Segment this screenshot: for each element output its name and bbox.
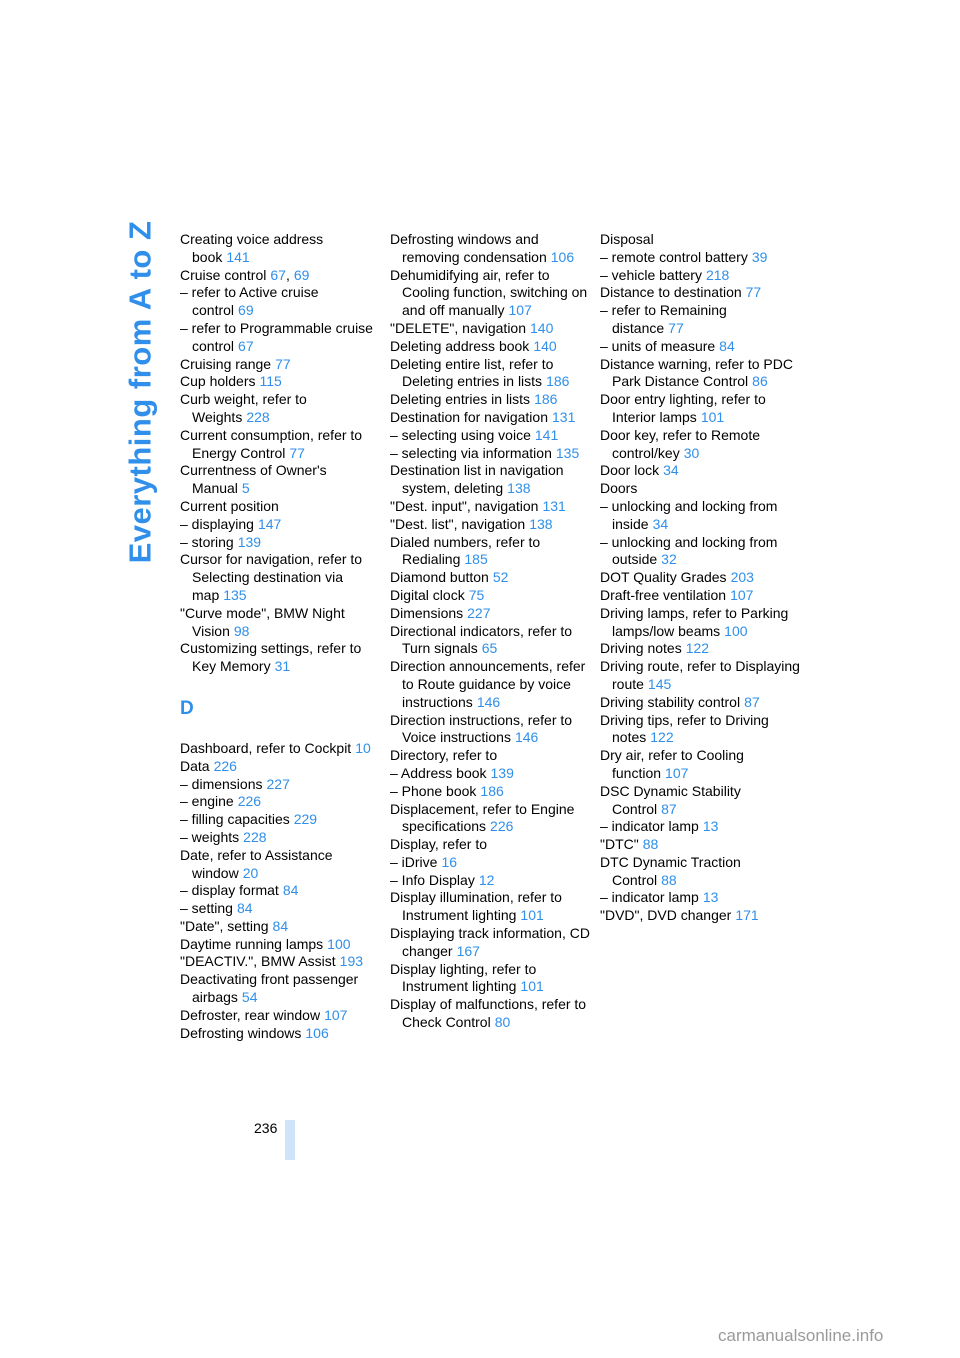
watermark: carmanualsonline.info	[718, 1326, 884, 1345]
index-entry	[600, 694, 800, 712]
index-entry-text: Driving route, refer to Displaying route	[600, 658, 800, 692]
page-reference-link[interactable]: 226	[490, 818, 514, 835]
page-reference-link[interactable]: 100	[724, 622, 748, 639]
index-entry	[390, 231, 590, 267]
page-reference-link[interactable]: 20	[242, 864, 259, 881]
index-entry	[390, 836, 590, 854]
index-entry-text: "DVD", DVD changer	[600, 907, 732, 924]
index-entry-text: – Info Display	[390, 871, 475, 888]
page-reference-link[interactable]: 218	[705, 266, 730, 283]
index-entry	[180, 847, 380, 883]
index-entry-text: – unlocking and locking from inside	[600, 497, 778, 532]
page-reference-link[interactable]: 67	[238, 337, 254, 354]
page-reference-link[interactable]: 52	[492, 569, 509, 586]
index-entry	[390, 747, 590, 765]
page-reference-link[interactable]: 106	[305, 1024, 329, 1041]
page-reference-link[interactable]: 140	[530, 319, 554, 336]
index-entry-text: – unlocking and locking from outside	[600, 533, 778, 568]
index-entry	[390, 889, 590, 925]
index-entry-text: Dehumidifying air, refer to Cooling function, switching on and off manually	[390, 266, 588, 319]
index-entry	[600, 605, 800, 641]
index-entry	[390, 765, 590, 783]
page-reference-link[interactable]: 203	[730, 569, 754, 586]
index-entry-text: Cruising range	[180, 355, 272, 372]
index-entry	[600, 836, 800, 854]
index-entry	[180, 776, 380, 794]
index-entry	[180, 811, 380, 829]
page-reference-link[interactable]: 34	[652, 515, 669, 532]
index-entry	[390, 783, 590, 801]
page-reference-link[interactable]: 131	[542, 497, 566, 514]
index-column-1	[180, 231, 380, 1042]
index-entry-text: DOT Quality Grades	[600, 569, 727, 586]
page-number: 236	[254, 1120, 278, 1136]
index-entry-text: Dry air, refer to Cooling function	[600, 747, 744, 781]
page-reference-link[interactable]: 34	[663, 462, 679, 479]
index-entry	[390, 658, 590, 711]
index-entry-text: Deleting entries in lists	[390, 391, 531, 408]
page-reference-link[interactable]: 141	[226, 248, 250, 265]
index-entry-text: Direction announcements, refer to Route guidance by voice instructions	[390, 658, 586, 710]
index-entry	[390, 587, 590, 605]
page-reference-link[interactable]: 135	[555, 444, 580, 461]
index-entry-text: "DELETE", navigation	[390, 319, 527, 336]
index-entry	[390, 712, 590, 748]
index-entry-text: Disposal	[600, 231, 654, 247]
page-reference-link[interactable]: 171	[735, 907, 759, 924]
index-entry	[600, 480, 800, 498]
index-entry	[600, 338, 800, 356]
page-reference-link[interactable]: 186	[546, 373, 570, 390]
page-reference-link[interactable]: 107	[730, 586, 754, 603]
index-entry	[180, 605, 380, 641]
index-entry	[180, 320, 380, 356]
page-reference-link[interactable]: 122	[650, 729, 674, 746]
page-reference-link[interactable]: 167	[456, 942, 480, 959]
page-reference-link[interactable]: 13	[702, 889, 719, 906]
index-entry	[600, 712, 800, 748]
page-reference-link[interactable]: 115	[259, 373, 282, 390]
page-reference-link[interactable]: 185	[464, 551, 488, 568]
index-entry	[180, 829, 380, 847]
index-entry	[180, 534, 380, 552]
page-reference-link[interactable]: 227	[266, 775, 290, 792]
page-reference-link[interactable]: 193	[339, 953, 364, 970]
index-entry-text: Door entry lighting, refer to Interior lamps	[600, 391, 766, 425]
index-entry-text: – weights	[180, 828, 240, 845]
index-entry	[180, 740, 380, 758]
index-entry-text: Directory, refer to	[390, 747, 498, 764]
page-reference-link[interactable]: 13	[702, 818, 719, 835]
index-entry-text: Defroster, rear window	[180, 1006, 321, 1023]
index-entry	[600, 587, 800, 605]
index-entry	[180, 918, 380, 936]
index-entry-text: – units of measure	[600, 337, 716, 354]
index-entry-text: "Curve mode", BMW Night Vision	[180, 604, 345, 639]
index-entry-text: Display illumination, refer to Instrument lighting	[390, 889, 562, 924]
index-entry	[180, 936, 380, 954]
index-entry	[180, 900, 380, 918]
index-entry-text: – dimensions	[180, 775, 263, 792]
index-entry-text: Deleting address book	[390, 337, 530, 354]
index-entry	[390, 854, 590, 872]
index-entry	[390, 462, 590, 498]
page-reference-link[interactable]: 87	[661, 800, 677, 817]
page-reference-link[interactable]: 54	[241, 989, 258, 1006]
page-reference-link[interactable]: 32	[661, 551, 677, 568]
index-entry	[390, 961, 590, 997]
index-entry	[390, 409, 590, 427]
page-reference-link[interactable]: 122	[685, 640, 710, 657]
page-reference-link[interactable]: 98	[233, 622, 250, 639]
index-entry-text: Draft-free ventilation	[600, 586, 727, 603]
page-reference-link[interactable]: 69	[293, 266, 310, 283]
index-entry-text: Creating voice address book	[180, 231, 324, 265]
page-reference-link[interactable]: 140	[533, 337, 557, 354]
page-reference-link[interactable]: 147	[257, 515, 282, 532]
page-reference-link[interactable]: 139	[490, 764, 514, 781]
index-entry-text: "Dest. list", navigation	[390, 515, 526, 532]
page-reference-link[interactable]: 88	[642, 836, 659, 853]
page-reference-link[interactable]: 84	[719, 337, 735, 354]
index-entry	[390, 391, 590, 409]
page-ref-separator: ,	[285, 266, 290, 283]
index-entry	[600, 498, 800, 534]
index-entry	[600, 889, 800, 907]
page-reference-link[interactable]: 186	[480, 782, 504, 799]
page-reference-link[interactable]: 87	[744, 693, 760, 710]
page-reference-link[interactable]: 86	[752, 373, 768, 390]
side-section-title	[122, 220, 158, 564]
index-entry-text: Currentness of Owner's Manual	[180, 462, 327, 497]
page-reference-link[interactable]: 10	[355, 739, 371, 756]
index-entry	[390, 427, 590, 445]
index-entry	[390, 801, 590, 837]
index-entry-text: "DEACTIV.", BMW Assist	[180, 953, 336, 970]
index-entry-text: – engine	[180, 793, 234, 810]
index-entry-text: Curb weight, refer to Weights	[180, 391, 307, 425]
page-reference-link[interactable]: 75	[468, 586, 485, 603]
page-reference-link[interactable]: 12	[478, 871, 495, 888]
index-entry	[390, 516, 590, 534]
index-entry	[390, 623, 590, 659]
page-reference-link[interactable]: 80	[494, 1014, 511, 1031]
index-entry	[180, 462, 380, 498]
index-entry-text: – vehicle battery	[600, 266, 702, 283]
page-reference-link[interactable]: 101	[520, 978, 544, 995]
index-entry	[390, 356, 590, 392]
index-entry	[180, 373, 380, 391]
page-reference-link[interactable]: 138	[507, 480, 531, 497]
index-entry	[600, 818, 800, 836]
index-entry	[390, 569, 590, 587]
page-reference-link[interactable]: 16	[441, 853, 458, 870]
index-entry-text: Displaying track information, CD changer	[390, 925, 590, 959]
index-entry	[180, 1007, 380, 1025]
index-entry-text: Defrosting windows and removing condensation	[390, 231, 547, 265]
index-entry-text: – refer to Active cruise control	[180, 284, 319, 319]
index-entry	[180, 391, 380, 427]
page-reference-link[interactable]: 226	[213, 757, 237, 774]
page-reference-link[interactable]: 69	[238, 302, 254, 319]
page-reference-link[interactable]: 84	[282, 882, 299, 899]
index-entry-text: "Dest. input", navigation	[390, 497, 539, 514]
page-reference-link[interactable]: 107	[508, 302, 532, 319]
page-reference-link[interactable]: 186	[534, 391, 558, 408]
index-entry	[180, 793, 380, 811]
index-entry-text: Deactivating front passenger airbags	[180, 971, 359, 1006]
index-entry-text: – indicator lamp	[600, 889, 699, 906]
index-entry	[600, 462, 800, 480]
index-letter-heading: D	[180, 697, 194, 719]
index-entry-text: "DTC"	[600, 836, 639, 853]
index-entry	[600, 534, 800, 570]
index-entry-text: Doors	[600, 480, 638, 497]
index-entry	[600, 783, 800, 819]
index-entry	[180, 640, 380, 676]
page-reference-link[interactable]: 101	[700, 408, 725, 425]
index-entry	[390, 996, 590, 1032]
index-entry	[390, 605, 590, 623]
index-entry	[600, 854, 800, 890]
index-entry-text: Displacement, refer to Engine specifications	[390, 800, 575, 835]
index-entry	[600, 302, 800, 338]
page-reference-link[interactable]: 139	[237, 533, 262, 550]
index-entry-text: – iDrive	[390, 853, 438, 870]
page-reference-link[interactable]: 5	[241, 480, 250, 497]
index-entry	[600, 267, 800, 285]
index-entry-text: – setting	[180, 900, 233, 917]
index-entry-text: Date, refer to Assistance window	[180, 846, 333, 881]
page-reference-link[interactable]: 229	[293, 811, 318, 828]
index-entry-text: Cruise control	[180, 266, 267, 283]
index-entry-text: Distance to destination	[600, 284, 742, 301]
index-entry	[180, 427, 380, 463]
index-entry	[180, 356, 380, 374]
page-reference-link[interactable]: 100	[327, 935, 351, 952]
index-entry-text: Display, refer to	[390, 836, 487, 853]
index-entry-text: Driving lamps, refer to Parking lamps/low beams	[600, 604, 789, 639]
page-reference-link[interactable]: 88	[661, 871, 677, 888]
index-entry	[390, 498, 590, 516]
index-entry	[600, 747, 800, 783]
index-entry-text: Door key, refer to Remote control/key	[600, 426, 761, 461]
index-entry-text: Direction instructions, refer to Voice instructions	[390, 711, 573, 746]
page-reference-link[interactable]: 77	[745, 284, 762, 301]
page-reference-link[interactable]: 146	[514, 729, 539, 746]
page-reference-link[interactable]: 84	[236, 900, 253, 917]
index-entry	[180, 267, 380, 285]
index-entry-text: "Date", setting	[180, 917, 269, 934]
index-entry-text: – selecting using voice	[390, 426, 531, 443]
index-entry-text: Daytime running lamps	[180, 935, 324, 952]
index-entry-text: Customizing settings, refer to Key Memory	[180, 640, 362, 675]
index-entry-text: Diamond button	[390, 569, 489, 586]
index-entry	[600, 249, 800, 267]
index-entry	[600, 658, 800, 694]
index-entry-text: Destination for navigation	[390, 408, 548, 425]
index-entry	[600, 427, 800, 463]
index-entry	[600, 569, 800, 587]
index-entry	[390, 872, 590, 890]
index-entry-text: Driving tips, refer to Driving notes	[600, 711, 769, 746]
index-entry-text: Cup holders	[180, 373, 256, 390]
index-entry-text: Current position	[180, 497, 279, 514]
side-section-title-text: Everything from A to Z	[122, 220, 158, 564]
page-reference-link[interactable]: 146	[476, 693, 501, 710]
index-entry	[600, 391, 800, 427]
page-number-bar	[285, 1120, 295, 1160]
index-entry-text: DSC Dynamic Stability Control	[600, 782, 741, 817]
index-entry-text: – storing	[180, 533, 234, 550]
index-entry-text: – refer to Programmable cruise control	[180, 319, 373, 354]
page-reference-link[interactable]: 228	[246, 408, 270, 425]
index-column-2	[390, 231, 590, 1032]
index-entry-text: Dashboard, refer to Cockpit	[180, 739, 352, 756]
index-entry	[600, 640, 800, 658]
index-entry-text: – Address book	[390, 764, 487, 781]
page-reference-link[interactable]: 77	[289, 444, 305, 461]
index-entry-text: Distance warning, refer to PDC Park Distance Control	[600, 355, 793, 390]
index-entry	[600, 231, 800, 249]
index-entry-text: – indicator lamp	[600, 818, 699, 835]
index-entry-text: – selecting via information	[390, 444, 552, 461]
page-reference-link[interactable]: 135	[223, 586, 247, 603]
index-entry-text: Dimensions	[390, 604, 464, 621]
index-entry	[390, 534, 590, 570]
index-entry	[180, 882, 380, 900]
page-reference-link[interactable]: 84	[272, 917, 289, 934]
page-reference-link[interactable]: 228	[243, 828, 267, 845]
index-entry	[180, 758, 380, 776]
index-entry	[390, 320, 590, 338]
page-reference-link[interactable]: 77	[275, 355, 291, 372]
page-reference-link[interactable]: 138	[529, 515, 553, 532]
page-reference-link[interactable]: 226	[237, 793, 262, 810]
index-entry	[390, 445, 590, 463]
index-column-3	[600, 231, 800, 925]
index-entry-text: Current consumption, refer to Energy Control	[180, 426, 363, 461]
index-entry-text: Destination list in navigation system, deleting	[390, 462, 564, 497]
index-entry	[600, 284, 800, 302]
page-reference-link[interactable]: 30	[683, 444, 700, 461]
index-entry	[390, 267, 590, 320]
index-entry-text: Driving notes	[600, 640, 682, 657]
page-reference-link[interactable]: 67	[270, 266, 286, 283]
page-reference-link[interactable]: 106	[550, 248, 575, 265]
page-reference-link[interactable]: 77	[668, 319, 684, 336]
index-entry-text: Deleting entire list, refer to Deleting entries in lists	[390, 355, 554, 390]
index-entry	[180, 284, 380, 320]
index-entry-text: Display lighting, refer to Instrument lighting	[390, 960, 537, 995]
index-entry-text: Display of malfunctions, refer to Check Control	[390, 996, 587, 1031]
index-entry	[180, 551, 380, 604]
index-entry-text: DTC Dynamic Traction Control	[600, 853, 741, 888]
index-entry	[180, 498, 380, 516]
index-entry	[390, 925, 590, 961]
index-entry-text: – filling capacities	[180, 811, 290, 828]
page-reference-link[interactable]: 107	[665, 764, 689, 781]
index-entry	[390, 338, 590, 356]
index-entry-text: Door lock	[600, 462, 660, 479]
page-reference-link[interactable]: 39	[751, 248, 768, 265]
index-entry	[180, 231, 380, 267]
index-entry	[180, 971, 380, 1007]
page-reference-link[interactable]: 145	[647, 675, 672, 692]
index-entry-text: – refer to Remaining distance	[600, 302, 727, 336]
index-entry-text: Dialed numbers, refer to Redialing	[390, 533, 541, 568]
page-reference-link[interactable]: 31	[274, 658, 291, 675]
page-reference-link[interactable]: 65	[481, 640, 498, 657]
page-reference-link[interactable]: 101	[520, 907, 544, 924]
index-entry-text: Directional indicators, refer to Turn signals	[390, 622, 573, 657]
page-reference-link[interactable]: 131	[552, 408, 576, 425]
index-entry-text: Cursor for navigation, refer to Selecting destination via map	[180, 551, 363, 603]
index-entry-text: – display format	[180, 882, 279, 899]
index-entry	[180, 1025, 380, 1043]
index-entry-text: Driving stability control	[600, 693, 741, 710]
index-entry	[180, 516, 380, 534]
index-entry	[600, 356, 800, 392]
index-entry	[600, 907, 800, 925]
index-entry-text: Defrosting windows	[180, 1024, 302, 1041]
page-reference-link[interactable]: 107	[324, 1006, 348, 1023]
index-entry-text: – displaying	[180, 515, 254, 532]
index-entry	[180, 953, 380, 971]
index-entry-text: – remote control battery	[600, 248, 748, 265]
index-entry-text: Data	[180, 757, 210, 774]
page-reference-link[interactable]: 141	[534, 426, 559, 443]
page-reference-link[interactable]: 227	[467, 604, 491, 621]
index-entry-text: Digital clock	[390, 586, 465, 603]
index-entry-text: – Phone book	[390, 782, 477, 799]
